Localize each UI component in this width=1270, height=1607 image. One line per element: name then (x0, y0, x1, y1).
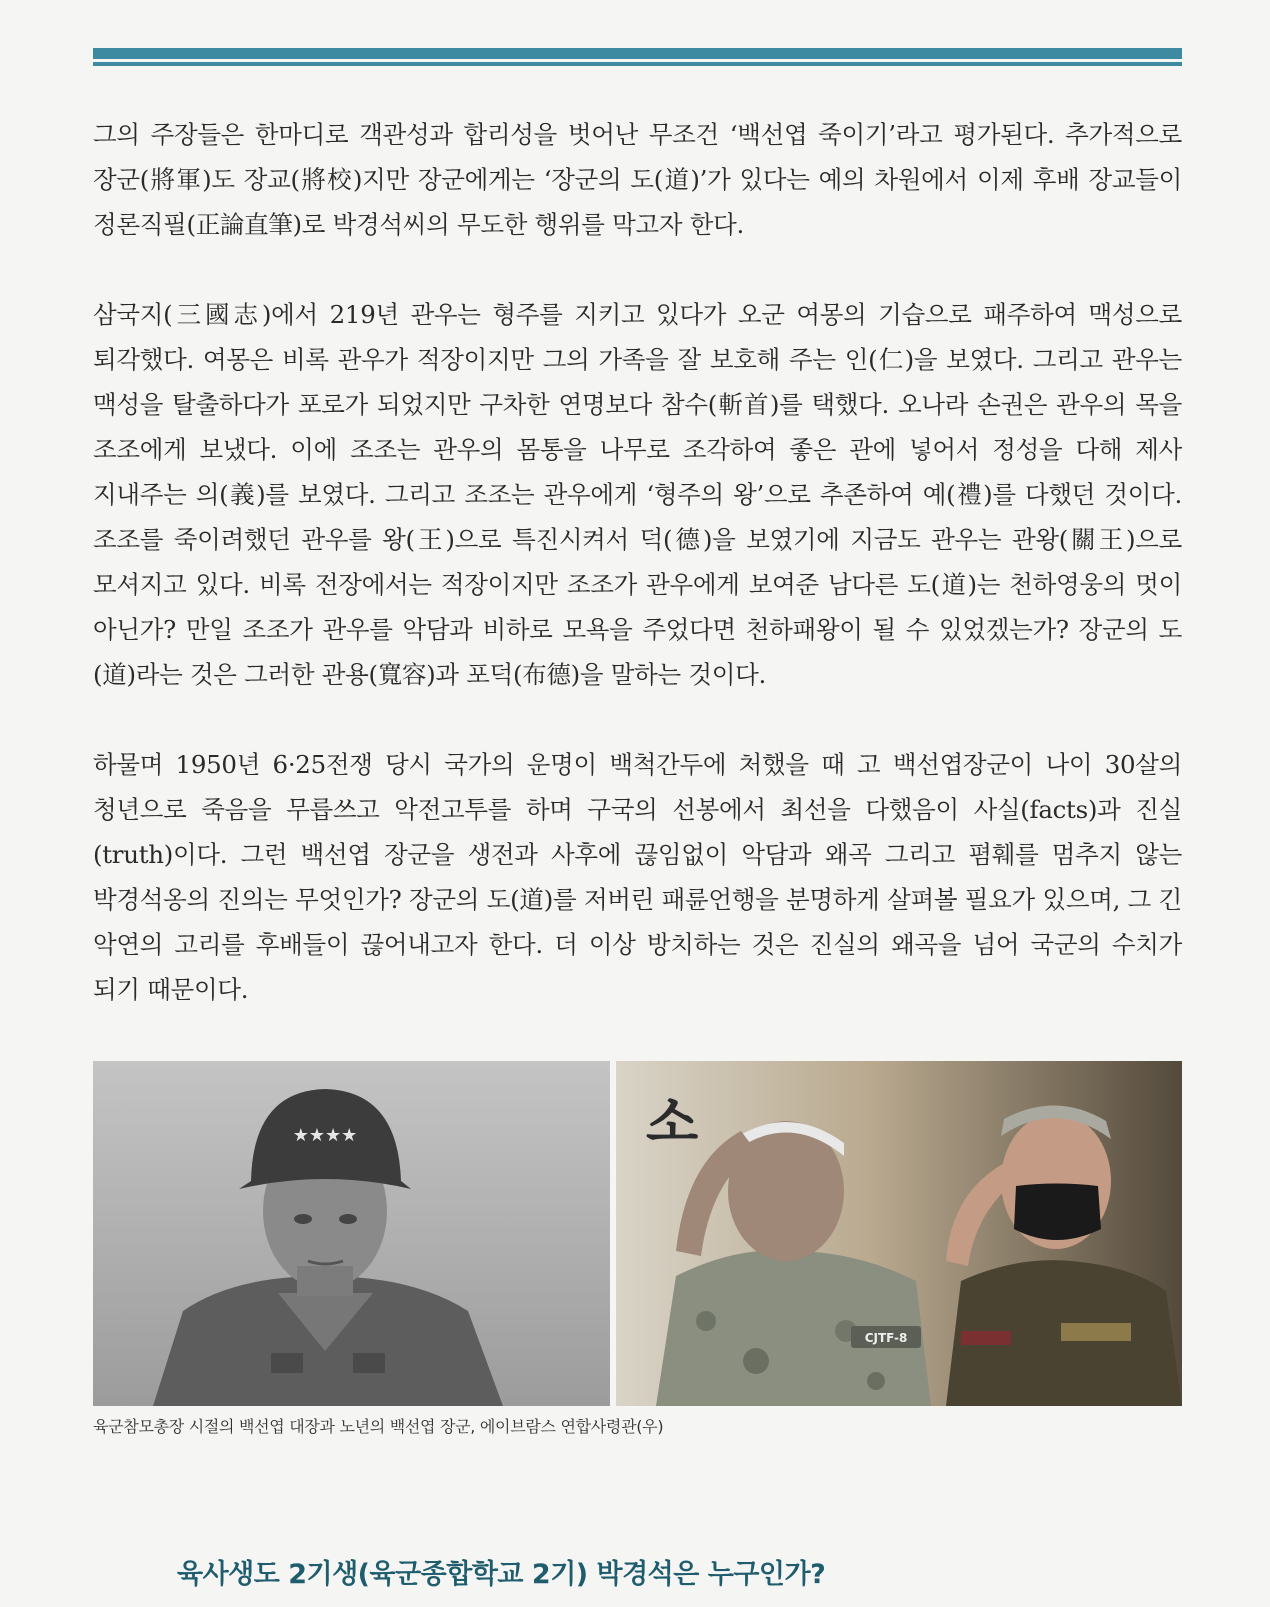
section-heading: 육사생도 2기생(육군종합학교 2기) 박경석은 누구인가? (177, 1559, 826, 1590)
background-sign-text: 소 (646, 1091, 699, 1154)
paragraph-3: 하물며 1950년 6·25전쟁 당시 국가의 운명이 백척간두에 처했을 때 고 백선엽장군이 나이 30살의 청년으로 죽음을 무릅쓰고 악전고투를 하며 구국의 선봉에서 최선을 다했음이 사실(facts)과 진실(truth)이다. 그런 백선엽 장군을 생전과 사후에 끊임없이 악담과 왜곡 그리고 폄훼를 멈추지 않는 박경석옹의 진의는 무엇인가? 장군의 도(道)를 저버린 패륜언행을 분명하게 살펴볼 필요가 있으며, 그 긴 악연의 고리를 후배들이 끊어내고자 한다. 더 이상 방치하는 것은 진실의 왜곡을 넘어 국군의 수치가 되기 때문이다. (93, 750, 1182, 1004)
paragraph-2: 삼국지(三國志)에서 219년 관우는 형주를 지키고 있다가 오군 여몽의 기습으로 패주하여 맥성으로 퇴각했다. 여몽은 비록 관우가 적장이지만 그의 가족을 잘 보호해 주는 인(仁)을 보였다. 그리고 관우는 맥성을 탈출하다가 포로가 되었지만 구차한 연명보다 참수(斬首)를 택했다. 오나라 손권은 관우의 목을 조조에게 보냈다. 이에 조조는 관우의 몸통을 나무로 조각하여 좋은 관에 넣어서 정성을 다해 제사 지내주는 의(義)를 보였다. 그리고 조조는 관우에게 ‘형주의 왕’으로 추존하여 예(禮)를 다했던 것이다. 조조를 죽이려했던 관우를 왕(王)으로 특진시켜서 덕(德)을 보였기에 지금도 관우는 관왕(關王)으로 모셔지고 있다. 비록 전장에서는 적장이지만 조조가 관우에게 보여준 남다른 도(道)는 천하영웅의 멋이 아닌가? 만일 조조가 관우를 악담과 비하로 모욕을 주었다면 천하패왕이 될 수 있었겠는가? 장군의 도(道)라는 것은 그러한 관용(寬容)과 포덕(布德)을 말하는 것이다. (93, 300, 1182, 689)
helmet-stars: ★★★★ (292, 1125, 358, 1146)
photo-elder-general-and-commander (616, 1061, 1182, 1406)
paragraph-1: 그의 주장들은 한마디로 객관성과 합리성을 벗어난 무조건 ‘백선엽 죽이기’라고 평가된다. 추가적으로 장군(將軍)도 장교(將校)지만 장군에게는 ‘장군의 도(道)’가 있다는 예의 차원에서 이제 후배 장교들이 정론직필(正論直筆)로 박경석씨의 무도한 행위를 막고자 한다. (93, 120, 1182, 239)
photo-young-general (93, 1061, 610, 1406)
header-rule (93, 48, 1182, 66)
uniform-patch-text: CJTF-8 (864, 1331, 908, 1345)
photo-caption: 육군참모총장 시절의 백선엽 대장과 노년의 백선엽 장군, 에이브람스 연합사령관(우) (93, 1417, 664, 1436)
article-body (93, 112, 1182, 1057)
photo-pair (93, 1061, 1182, 1406)
